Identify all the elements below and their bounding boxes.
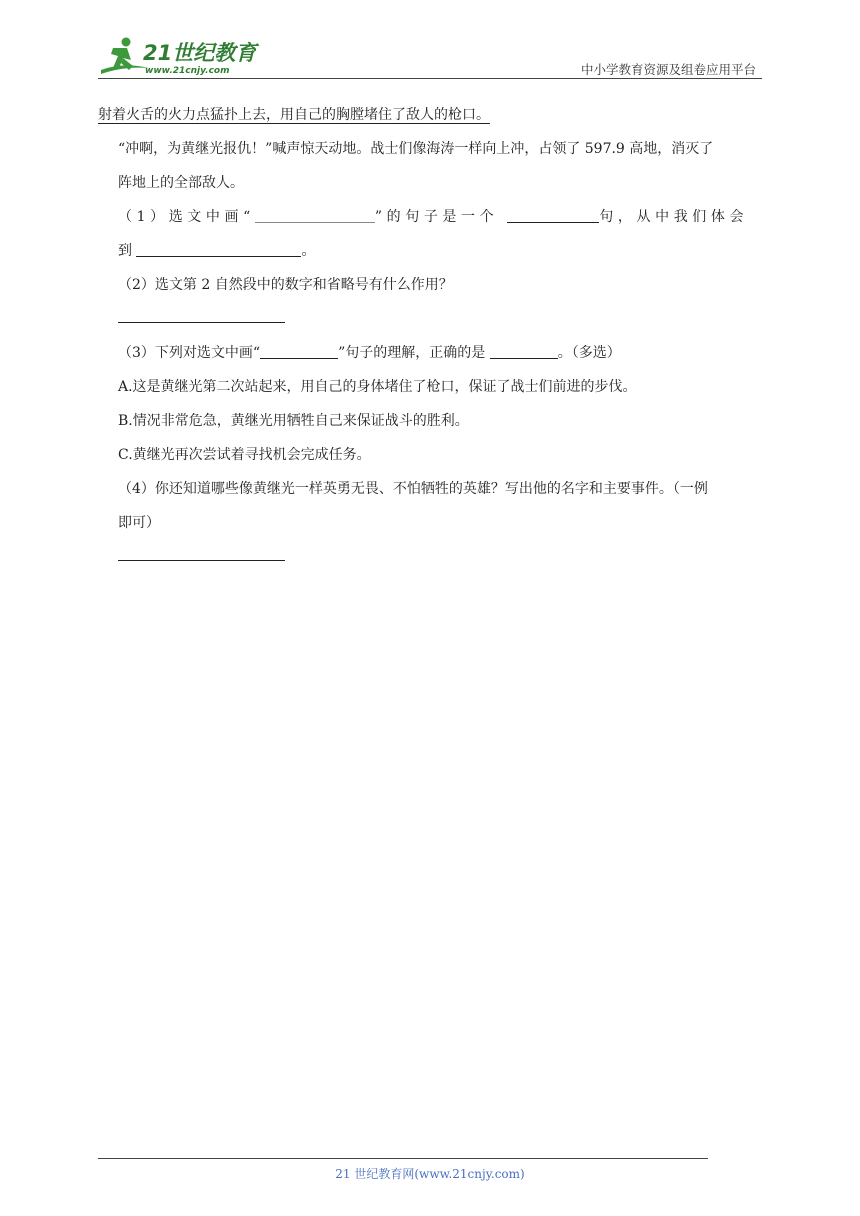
page-header: [0, 0, 860, 80]
q1-text-a: （1）选文中画“: [118, 209, 255, 225]
q3-text-a: （3）下列对选文中画“: [118, 345, 261, 361]
q1-text-b: ”的句子是一个: [374, 209, 499, 225]
q1-sentence-type-blank[interactable]: [507, 208, 599, 223]
header-platform-name: 中小学教育资源及组卷应用平台: [580, 62, 756, 77]
q3-text-b: ”句子的理解，正确的是: [338, 345, 486, 361]
question-4-line-1: （4）你还知道哪些像黄继光一样英勇无畏、不怕牺牲的英雄？写出他的名字和主要事件。（一例: [118, 481, 708, 497]
q4-answer-line[interactable]: [118, 560, 285, 561]
q1-feeling-blank[interactable]: [136, 242, 301, 257]
q1-text-e: 。: [301, 243, 316, 259]
q1-sentence-blank[interactable]: [255, 208, 375, 223]
option-b[interactable]: B.情况非常危急，黄继光用牺牲自己来保证战斗的胜利。: [118, 413, 469, 429]
question-4-line-2: 即可）: [118, 515, 160, 531]
footer-divider: [98, 1158, 708, 1159]
q1-text-c: 句，从中我们体会: [599, 209, 749, 225]
site-logo: [93, 36, 263, 78]
q3-text-c: 。（多选）: [557, 345, 621, 361]
q3-answer-blank[interactable]: [490, 344, 558, 359]
q2-answer-line[interactable]: [118, 322, 285, 323]
logo-url: www.21cnjy.com: [145, 66, 230, 76]
logo-title: 21世纪教育: [143, 41, 257, 65]
question-3: [118, 338, 764, 368]
question-1-line-2: [118, 236, 764, 266]
option-c[interactable]: C.黄继光再次尝试着寻找机会完成任务。: [118, 447, 371, 463]
passage-paragraph-2-line-1: “冲啊，为黄继光报仇！”喊声惊天动地。战士们像海涛一样向上冲，占领了 597.9 高地，消灭了: [118, 141, 714, 157]
question-2: （2）选文第 2 自然段中的数字和省略号有什么作用？: [118, 277, 453, 293]
question-1-line-1: [118, 202, 764, 232]
q1-text-d: 到: [118, 243, 132, 259]
passage-paragraph-2-line-2: 阵地上的全部敌人。: [118, 175, 244, 191]
q3-sentence-blank[interactable]: [260, 344, 338, 359]
passage-underlined-sentence: 射着火舌的火力点猛扑上去，用自己的胸膛堵住了敌人的枪口。: [98, 107, 490, 123]
footer-site-link[interactable]: 21 世纪教育网(www.21cnjy.com): [335, 1167, 525, 1181]
option-a[interactable]: A.这是黄继光第二次站起来，用自己的身体堵住了枪口，保证了战士们前进的步伐。: [118, 379, 637, 395]
header-divider: [98, 78, 762, 79]
